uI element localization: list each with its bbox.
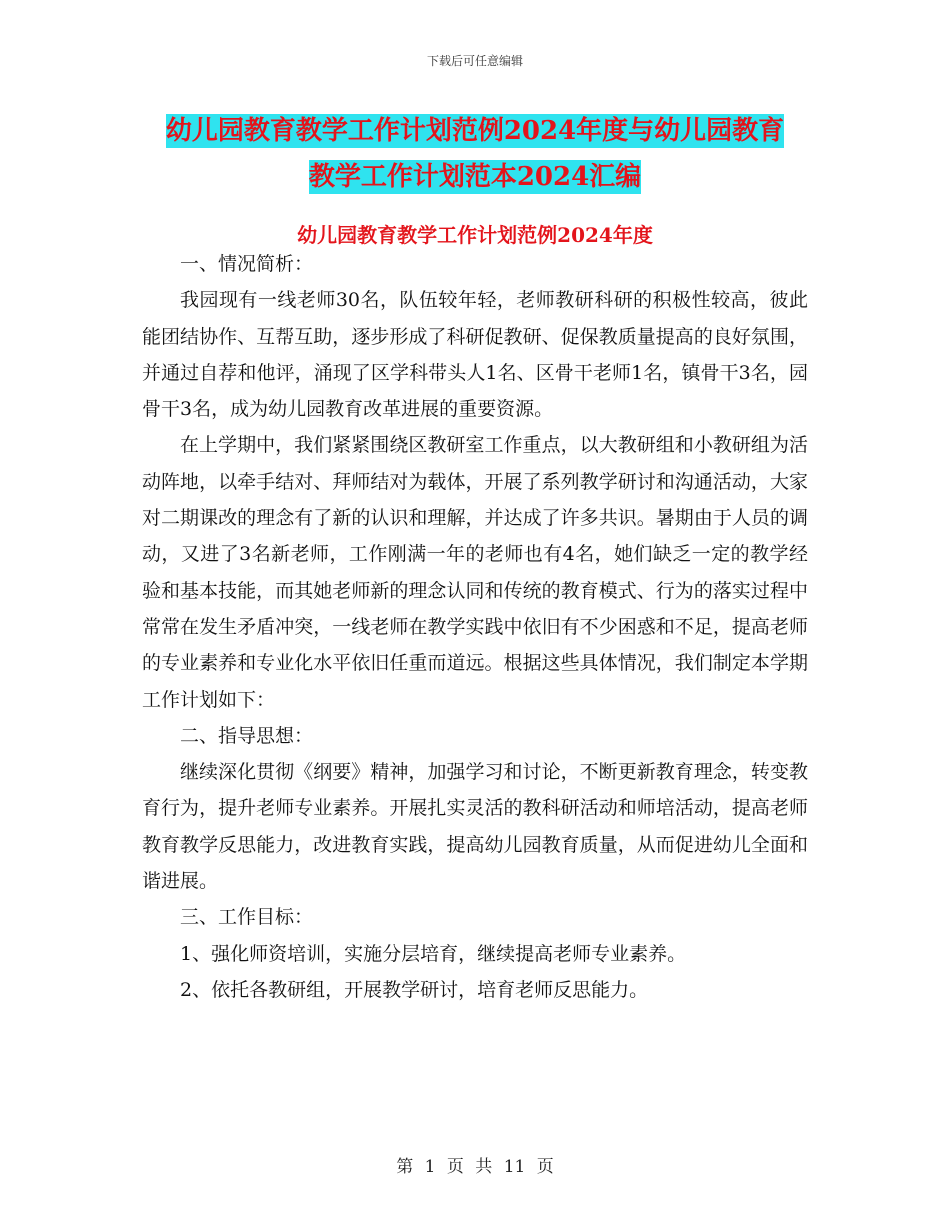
document-title [0, 108, 950, 200]
section-title: 幼儿园教育教学工作计划范例2024年度 [297, 223, 653, 247]
header-note: 下载后可任意编辑 [426, 54, 523, 68]
document-body [142, 246, 808, 1008]
body-paragraph: 在上学期中，我们紧紧围绕区教研室工作重点，以大教研组和小教研组为活动阵地，以牵手结对、拜师结对为载体，开展了系列教学研讨和沟通活动，大家对二期课改的理念有了新的认识和理解，并达成了许多共识。暑期由于人员的调动，又进了3名新老师，工作刚满一年的老师也有4名，她们缺乏一定的教学经验和基本技能，而其她老师新的理念认同和传统的教育模式、行为的落实过程中常常在发生矛盾冲突，一线老师在教学实践中依旧有不少困惑和不足，提高老师的专业素养和专业化水平依旧任重而道远。根据这些具体情况，我们制定本学期工作计划如下： [142, 434, 808, 711]
heading-situation: 一、情况简析： [180, 253, 314, 275]
goal-item: 1、强化师资培训，实施分层培育，继续提高老师专业素养。 [180, 942, 687, 965]
body-paragraph: 我园现有一线老师30名，队伍较年轻，老师教研科研的积极性较高，彼此能团结协作、互帮互助，逐步形成了科研促教研、促保教质量提高的良好氛围，并通过自荐和他评，涌现了区学科带头人1名、区骨干老师1名，镇骨干3名，园骨干3名，成为幼儿园教育改革进展的重要资源。 [142, 289, 808, 421]
document-title-line-2: 教学工作计划范本2024汇编 [308, 162, 642, 192]
goal-item: 2、依托各教研组，开展教学研讨，培育老师反思能力。 [180, 978, 649, 1001]
body-paragraph: 继续深化贯彻《纲要》精神，加强学习和讨论，不断更新教育理念，转变教育行为，提升老师专业素养。开展扎实灵活的教科研活动和师培活动，提高老师教育教学反思能力，改进教育实践，提高幼儿园教育质量，从而促进幼儿全面和谐进展。 [142, 761, 808, 893]
document-title-line-1: 幼儿园教育教学工作计划范例2024年度与幼儿园教育 [165, 116, 785, 146]
page-footer: 第 1 页 共 11 页 [396, 1157, 554, 1177]
heading-guiding-thought: 二、指导思想： [180, 724, 314, 747]
heading-work-goals: 三、工作目标： [180, 906, 314, 929]
